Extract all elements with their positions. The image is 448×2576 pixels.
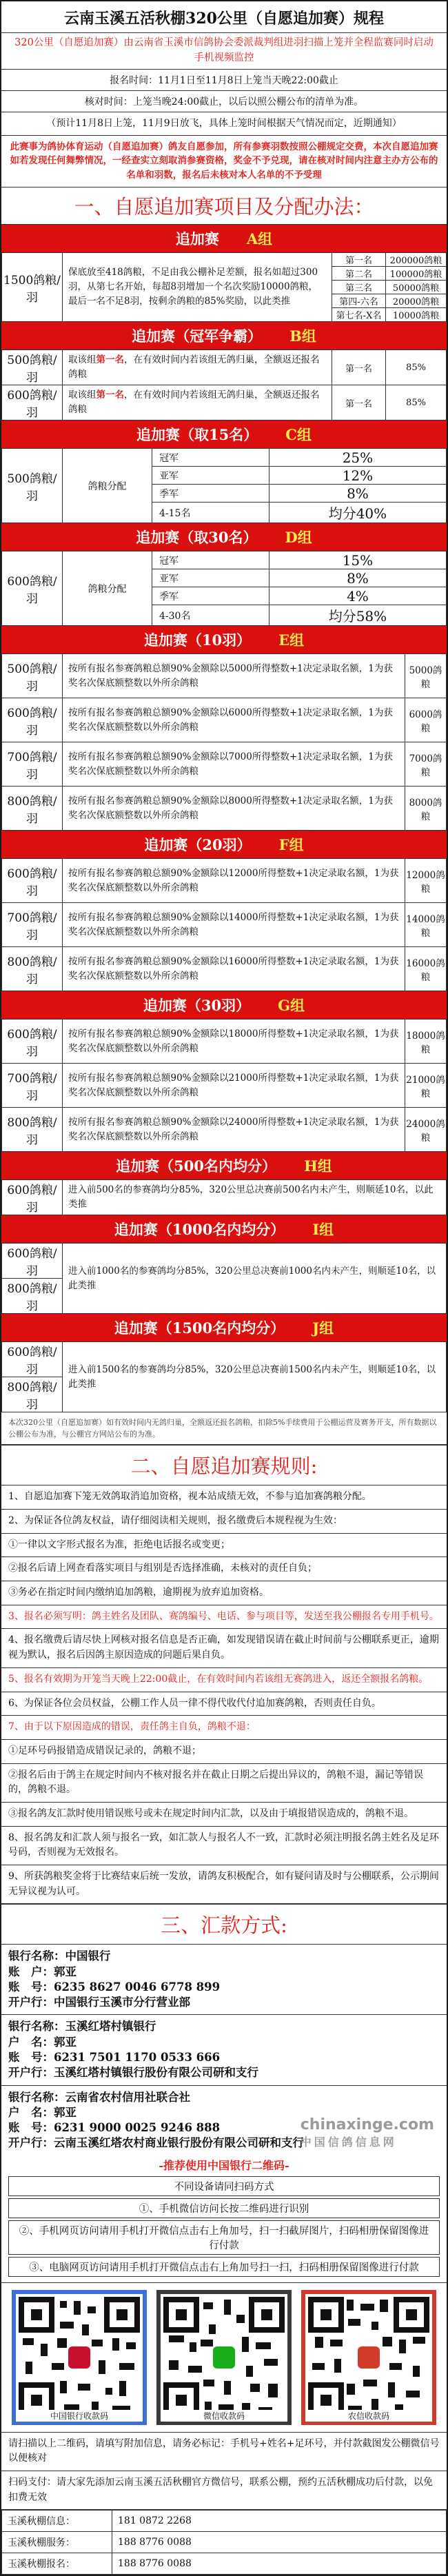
rule-item: 4、报名缴费后请尽快上网核对报名信息是否正确，如发现错误请在截止时间前与公棚联系更正，逾期视为默认，报名后因鸽主原因造成的问题后果自负。 (1, 1629, 447, 1667)
bank-account-1: 银行名称：中国银行 账 户：郭亚 账 号：6235 8627 0046 6778 899 开户行：中国银行玉溪市分行营业部 (1, 1945, 447, 2015)
group-b-table: 500鸽粮/羽 取该组第一名，在有效时间内若该组无鸽归巢，全额返还报名鸽粮 第一名 85% 600鸽粮/羽 取该组第一名，在有效时间内若该组无鸽归巢，全额返还报名鸽粮 第一名 85% (1, 349, 447, 420)
subtitle: 320公里（自愿追加赛）由云南省玉溪市信鸽协会委派裁判组进羽扫描上笼并全程监赛同时启动手机视频监控 (1, 33, 447, 70)
group-f-table: 600鸽粮/羽 按所有报名参赛鸽粮总额90%金额除以12000所得整数+1决定录取名额，1为获奖名次保底额整数以外所余鸽粮 12000鸽粮 700鸽粮/羽 按所有报名参赛鸽粮总额90%金额除以14000所得整数+1决定录取名额，1为获奖名次保底额整数以外所余鸽粮 14000鸽粮 800鸽粮/羽 按所有报名参赛鸽粮总额90%金额除以16000所得整数+1决定录取名额，1为获奖名次保底额整数以外所余鸽粮 16000鸽粮 (1, 858, 447, 991)
phone-number[interactable]: 188 8776 0088 (112, 2553, 447, 2575)
warning-text: 此赛事为鸽协体育运动（自愿追加赛）鸽友自愿参加，所有参赛羽数按照公棚规定交费，本次自愿追加赛如若发现任何舞弊情况，一经查实立刻取消参赛资格，奖金不予兑现，请在核对时间内注意主办方公布的名单和羽数，报名后未核对本人名单的不予受理 (1, 136, 447, 188)
schedule-note: （预计11月8日上笼，11月9日放飞，具体上笼时间根据天气情况而定，近期通知） (1, 112, 447, 136)
group-b-header: 追加赛（冠军争霸） B组 (1, 322, 447, 349)
group-a-desc: 保底放至418鸽粮，不足由我公棚补足差额，报名如超过300羽，从第七名开始，每超8羽增加一个名次奖励10000鸽粮，最后一名不足8羽，按剩余鸽粮的85%奖励，以此类推 (63, 253, 332, 322)
group-a-header: 追加赛 A组 (1, 225, 447, 252)
rule-item: ②报名后请上网查看落实项目与组别是否选择准确，未核对的责任自负； (1, 1557, 447, 1581)
qr-codes (1, 2282, 447, 2433)
bank-account-3: 银行名称：云南省农村信用社联合社 户 名：郭亚 账 号：6231 9000 0025 9246 888 开户行：云南玉溪红塔农村商业银行股份有限公司研和支行 (8, 2090, 304, 2150)
rule-item: ③报名鸽友汇款时使用错误账号或未在规定时间内汇款，以及由于填报错误造成的，鸽粮不退。 (1, 1803, 447, 1827)
rule-item: 6、为保证各位会员权益，公棚工作人员一律不得代收代付追加赛鸽粮，否则责任自负。 (1, 1692, 447, 1716)
pay-step: ③、电脑网页访问请用手机打开微信点击右上角加号扫一扫，扫码相册保留图像进行付款 (8, 2257, 440, 2277)
watermark: chinaxinge.com 中国信鸽信息网 (300, 2116, 434, 2149)
phone-number[interactable]: 181 0872 2268 (112, 2511, 447, 2532)
qr-icon (16, 2294, 143, 2421)
phone-number[interactable]: 188 8776 0088 (112, 2532, 447, 2553)
group-d-table: 600鸽粮/羽 鸽粮分配 冠军 15% 亚军 8% 季军 4% 4-30名 均分58% (1, 551, 447, 626)
group-j-header: 追加赛（1500名内均分） J组 (1, 1314, 447, 1341)
online-payment-note: 扫码支付：请大家先添加云南玉溪五活秋棚官方微信号，联系公棚，预约五活秋棚成功后付款，以免扣费无效 (1, 2471, 447, 2510)
group-f-header: 追加赛（20羽） F组 (1, 831, 447, 858)
qr-note: 请扫描以上二维码，请填写附加信息，请务必标记：手机号+姓名+足环号，并付款截图发公棚微信号以便核对 (1, 2433, 447, 2471)
group-i-table: 600鸽粮/羽 进入前1000名的参赛鸽均分85%，320公里总决赛前1000名内未产生，则顺延10名，以此类推 800鸽粮/羽 (1, 1243, 447, 1314)
qr-label: 中国银行收款码 (16, 2410, 143, 2422)
group-a-price: 1500鸽粮/羽 (2, 253, 63, 322)
qr-code-rcb[interactable] (301, 2290, 436, 2425)
pay-step: ②、手机网页访问请用手机打开微信点击右上角加号，扫一扫截屏图片，扫码相册保留图像进行付款 (8, 2220, 440, 2255)
verify-time: 核对时间：上笼当晚24:00截止，以后以照公棚公布的清单为准。 (1, 91, 447, 112)
rule-item: 7、由于以下原因造成的错误，责任鸽主自负，鸽粮不退： (1, 1716, 447, 1740)
pay-step: 不同设备请同扫码方式 (8, 2176, 440, 2196)
signup-time: 报名时间：11月1日至11月8日上笼当天晚22:00截止 (1, 70, 447, 91)
rule-item: 5、报名有效期为开笼当天晚上22:00截止，在有效时间内若该组无赛鸽进入，返还全额报名鸽粮。 (1, 1668, 447, 1692)
group-e-table: 500鸽粮/羽 按所有报名参赛鸽粮总额90%金额除以5000所得整数+1决定录取名额，1为获奖名次保底额整数以外所余鸽粮 5000鸽粮 600鸽粮/羽 按所有报名参赛鸽粮总额90%金额除以6000所得整数+1决定录取名额，1为获奖名次保底额整数以外所余鸽粮 6000鸽粮 700鸽粮/羽 按所有报名参赛鸽粮总额90%金额除以7000所得整数+1决定录取名额，1为获奖名次保底额整数以外所余鸽粮 7000鸽粮 800鸽粮/羽 按所有报名参赛鸽粮总额90%金额除以8000所得整数+1决定录取名额，1为获奖名次保底额整数以外所余鸽粮 8000鸽粮 (1, 653, 447, 831)
pay-step: ①、手机微信访问长按二维码进行识别 (8, 2198, 440, 2218)
group-g-header: 追加赛（30羽） G组 (1, 991, 447, 1019)
rule-item: ①足环号码报错造成错误记录的，鸽粮不退； (1, 1740, 447, 1764)
group-e-header: 追加赛（10羽） E组 (1, 626, 447, 653)
pay-title: -推荐使用中国银行二维码- (159, 2158, 289, 2172)
group-h-header: 追加赛（500名内均分） H组 (1, 1152, 447, 1179)
qr-icon (161, 2294, 287, 2421)
section-title-2: 二、自愿追加赛规则: (1, 1445, 447, 1485)
bank-account-2: 银行名称：玉溪红塔村镇银行 户 名：郭亚 账 号：6231 7501 1170 0533 666 开户行：玉溪红塔村镇银行股份有限公司研和支行 (1, 2015, 447, 2085)
group-c-table: 500鸽粮/羽 鸽粮分配 冠军 25% 亚军 12% 季军 8% 4-15名 均分40% (1, 448, 447, 523)
rule-item: 1、自愿追加赛下笼无效鸽取消追加资格，视本站成绩无效，不参与追加赛鸽粮分配。 (1, 1485, 447, 1510)
rule-item: 9、所获鸽粮奖金将于比赛结束后统一发放，请鸽友积极配合，如有疑问请及时与公棚联系，公示期间无异议视为认可。 (1, 1865, 447, 1904)
group-d-header: 追加赛（取30名） D组 (1, 523, 447, 551)
group-g-table: 600鸽粮/羽 按所有报名参赛鸽粮总额90%金额除以18000所得整数+1决定录取名额，1为获奖名次保底额整数以外所余鸽粮 18000鸽粮 700鸽粮/羽 按所有报名参赛鸽粮总额90%金额除以21000所得整数+1决定录取名额，1为获奖名次保底额整数以外所余鸽粮 21000鸽粮 800鸽粮/羽 按所有报名参赛鸽粮总额90%金额除以24000所得整数+1决定录取名额，1为获奖名次保底额整数以外所余鸽粮 24000鸽粮 (1, 1019, 447, 1152)
qr-label: 微信收款码 (161, 2410, 287, 2422)
group-c-header: 追加赛（取15名） C组 (1, 420, 447, 448)
qr-code-bank[interactable] (12, 2290, 147, 2425)
footnote: 本次320公里（自愿追加赛）如有效时间内无鸽归巢，全额返还报名鸽粮，扣除5%手续费用于公棚运营及赛务开支，所有数据以公棚公布为准，与公棚官方网站公布的为准。 (1, 1412, 447, 1445)
group-i-header: 追加赛（1000名内均分） I组 (1, 1215, 447, 1243)
rule-item: 2、为保证各位鸽友权益，请仔细阅读相关规则，报名缴费后本规程视为生效： (1, 1510, 447, 1534)
rule-item: ②报名后由于鸽主在规定时间内不核对报名并在截止日期之后提出异议的，鸽粮不退，漏记等错误的，鸽粮不退。 (1, 1764, 447, 1803)
section-title-1: 一、自愿追加赛项目及分配办法： (1, 187, 447, 225)
rule-item: 8、报名鸽友和汇款人须与报名一致，如汇款人与报名人不一致，汇款时必须注明报名鸽主姓名及足环号码，否则视为无效报名。 (1, 1827, 447, 1865)
rule-item: 3、报名必须写明：鸽主姓名及团队、赛鸽编号、电话、参与项目等，发送至我公棚报名专用手机号。 (1, 1605, 447, 1630)
group-a-table: 1500鸽粮/羽 保底放至418鸽粮，不足由我公棚补足差额，报名如超过300羽，从第七名开始，每超8羽增加一个名次奖励10000鸽粮，最后一名不足8羽，按剩余鸽粮的85%奖励，以此类推 第一名 200000鸽粮 第二名 100000鸽粮 第三名 50000鸽粮 第四-六名 20000鸽粮 第七名-X名 10000鸽粮 (1, 252, 447, 322)
qr-icon (305, 2294, 432, 2421)
rules-list (1, 1485, 447, 1904)
rule-item: ③务必在指定时间内缴纳追加鸽粮，逾期视为放弃追加资格。 (1, 1581, 447, 1605)
qr-code-wechat[interactable] (156, 2290, 292, 2425)
page-title: 云南玉溪五活秋棚320公里（自愿追加赛）规程 (1, 1, 447, 33)
section-title-3: 三、汇款方式: (1, 1904, 447, 1945)
group-j-table: 600鸽粮/羽 进入前1500名的参赛鸽均分85%，320公里总决赛前1500名内未产生，则顺延10名，以此类推 800鸽粮/羽 (1, 1341, 447, 1412)
qr-label: 农信收款码 (305, 2410, 432, 2422)
contact-table: 玉溪秋棚信息： 181 0872 2268 玉溪秋棚服务： 188 8776 0088 玉溪秋棚报名： 188 8776 0088 (1, 2510, 447, 2575)
group-h-table: 600鸽粮/羽 进入前500名的参赛鸽均分85%，320公里总决赛前500名内未产生，则顺延10名，以此类推 (1, 1179, 447, 1215)
rule-item: ①一律以文字形式报名为准，拒绝电话报名或变更； (1, 1534, 447, 1558)
